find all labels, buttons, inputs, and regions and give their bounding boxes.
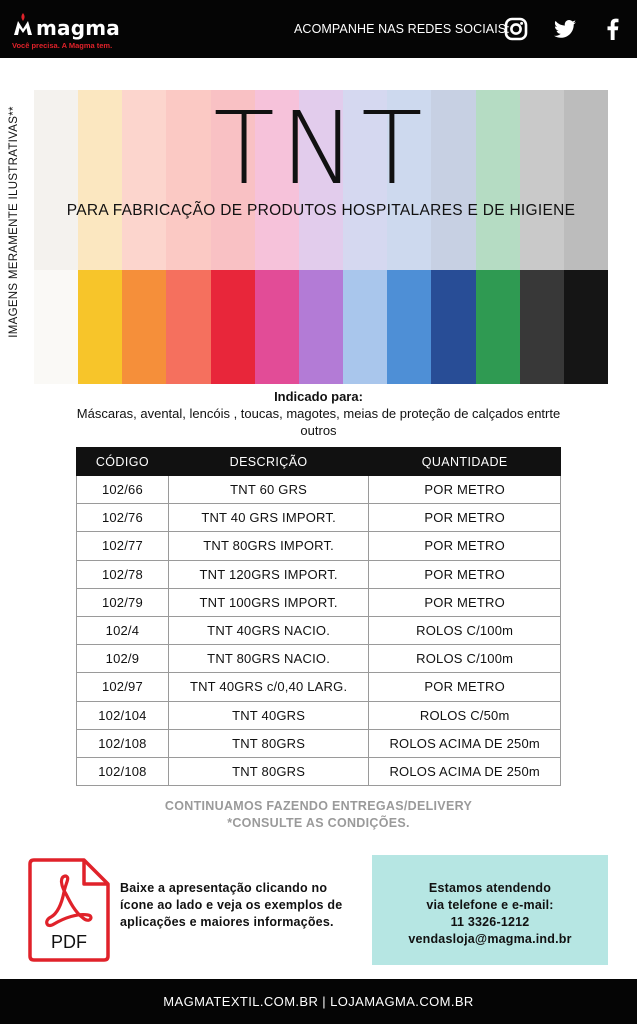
hero-title: TNT (213, 90, 429, 207)
indication-title: Indicado para: (274, 389, 363, 404)
cell-quantity: POR METRO (369, 476, 561, 504)
product-table (76, 447, 561, 786)
fabric-swatch-dark (255, 270, 299, 384)
cell-description: TNT 40GRS (168, 701, 369, 729)
magma-logo-mark-icon (12, 12, 34, 36)
cell-code: 102/79 (77, 588, 169, 616)
table-row (77, 588, 561, 616)
cell-code: 102/9 (77, 645, 169, 673)
cell-code: 102/4 (77, 616, 169, 644)
fabric-swatch-dark (476, 270, 520, 384)
delivery-notice (0, 798, 637, 832)
contact-box (372, 855, 608, 965)
hero-subtitle: PARA FABRICAÇÃO DE PRODUTOS HOSPITALARES E DE HIGIENE (66, 202, 576, 219)
contact-phone[interactable]: 11 3326-1212 (450, 915, 530, 929)
cell-quantity: ROLOS C/100m (369, 645, 561, 673)
cell-quantity: POR METRO (369, 504, 561, 532)
cell-code: 102/78 (77, 560, 169, 588)
cell-code: 102/76 (77, 504, 169, 532)
brand-tagline: Você precisa. A Magma tem. (12, 41, 113, 50)
cell-code: 102/108 (77, 729, 169, 757)
contact-line-1: Estamos atendendo (428, 881, 552, 895)
fabric-swatch-dark (166, 270, 210, 384)
footer-bar (0, 979, 637, 1024)
cell-description: TNT 40GRS NACIO. (168, 616, 369, 644)
cell-quantity: ROLOS ACIMA DE 250m (369, 757, 561, 785)
delivery-line-2: *CONSULTE AS CONDIÇÕES. (227, 816, 410, 830)
cell-quantity: ROLOS C/100m (369, 616, 561, 644)
table-row (77, 673, 561, 701)
top-bar (0, 0, 637, 58)
cell-quantity: POR METRO (369, 532, 561, 560)
fabric-swatch-dark (431, 270, 475, 384)
cell-description: TNT 120GRS IMPORT. (168, 560, 369, 588)
fabric-swatch-dark (387, 270, 431, 384)
pdf-download-icon[interactable] (26, 858, 110, 962)
illustrative-note-text: IMAGENS MERAMENTE ILUSTRATIVAS** (8, 106, 20, 338)
instagram-icon[interactable] (503, 16, 529, 42)
footer-link-magmatextil[interactable]: MAGMATEXTIL.COM.BR (163, 994, 319, 1009)
brand-name: magma (36, 16, 120, 40)
table-row (77, 701, 561, 729)
cell-quantity: ROLOS C/50m (369, 701, 561, 729)
fabric-swatch-dark (564, 270, 608, 384)
cell-code: 102/66 (77, 476, 169, 504)
cell-description: TNT 80GRS (168, 757, 369, 785)
illustrative-note (5, 72, 23, 372)
contact-line-2: via telefone e e-mail: (426, 898, 554, 912)
cell-code: 102/97 (77, 673, 169, 701)
cell-code: 102/104 (77, 701, 169, 729)
table-row (77, 476, 561, 504)
cell-code: 102/77 (77, 532, 169, 560)
cell-quantity: POR METRO (369, 588, 561, 616)
footer-link-lojamagma[interactable]: LOJAMAGMA.COM.BR (330, 994, 474, 1009)
fabric-swatch-dark (34, 270, 78, 384)
fabric-swatch-dark (78, 270, 122, 384)
fabric-swatch-dark (520, 270, 564, 384)
cell-quantity: POR METRO (369, 560, 561, 588)
cell-description: TNT 100GRS IMPORT. (168, 588, 369, 616)
fabric-swatch-dark (299, 270, 343, 384)
facebook-icon[interactable] (600, 16, 626, 42)
cell-description: TNT 80GRS NACIO. (168, 645, 369, 673)
table-row (77, 616, 561, 644)
table-row (77, 757, 561, 785)
table-row (77, 645, 561, 673)
fabric-swatch-dark (211, 270, 255, 384)
cell-description: TNT 80GRS IMPORT. (168, 532, 369, 560)
cell-description: TNT 80GRS (168, 729, 369, 757)
pdf-label: PDF (51, 932, 87, 952)
cell-quantity: POR METRO (369, 673, 561, 701)
cell-quantity: ROLOS ACIMA DE 250m (369, 729, 561, 757)
table-row (77, 560, 561, 588)
social-label: ACOMPANHE NAS REDES SOCIAIS: (294, 22, 510, 36)
column-header-quantity: QUANTIDADE (369, 448, 561, 476)
table-row (77, 504, 561, 532)
delivery-line-1: CONTINUAMOS FAZENDO ENTREGAS/DELIVERY (164, 799, 473, 813)
hero-banner (34, 90, 608, 384)
column-header-description: DESCRIÇÃO (168, 448, 369, 476)
cell-description: TNT 40GRS c/0,40 LARG. (168, 673, 369, 701)
table-row (77, 729, 561, 757)
pdf-instructions: Baixe a apresentação clicando no ícone ao lado e veja os exemplos de aplicações e maiores informações. (120, 881, 343, 929)
table-row (77, 532, 561, 560)
magma-logo[interactable] (12, 10, 142, 52)
cell-code: 102/108 (77, 757, 169, 785)
column-header-code: CÓDIGO (77, 448, 169, 476)
table-header-row (77, 448, 561, 476)
cell-description: TNT 40 GRS IMPORT. (168, 504, 369, 532)
contact-email[interactable]: vendasloja@magma.ind.br (408, 932, 572, 946)
twitter-icon[interactable] (552, 16, 578, 42)
fabric-swatch-dark (122, 270, 166, 384)
indication-text: Máscaras, avental, lencóis , toucas, magotes, meias de proteção de calçados entrte outros (76, 406, 561, 438)
cell-description: TNT 60 GRS (168, 476, 369, 504)
footer-separator: | (322, 994, 327, 1009)
fabric-swatch-dark (343, 270, 387, 384)
